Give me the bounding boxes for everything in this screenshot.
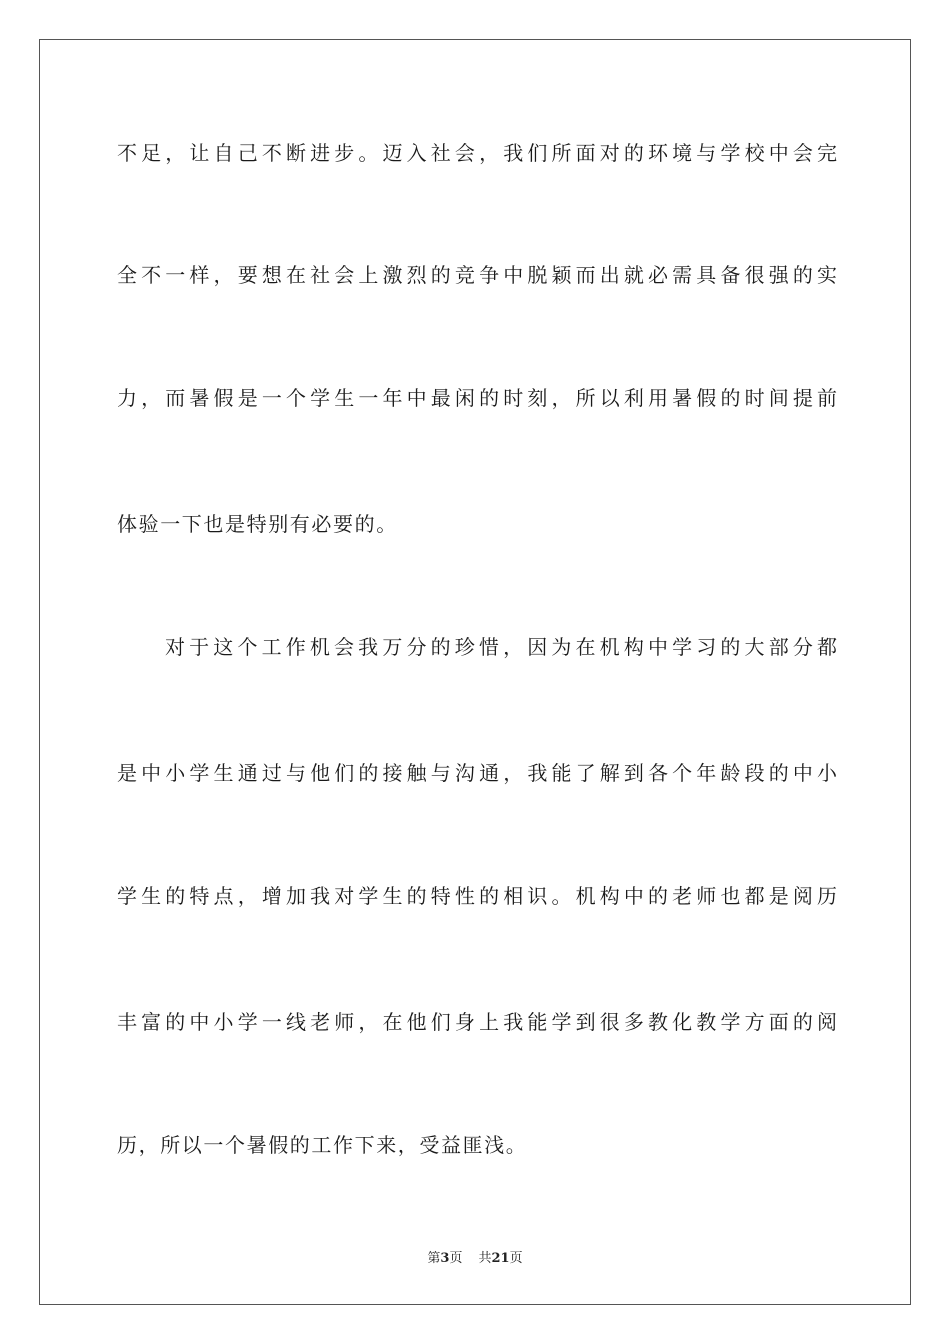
page-suffix: 页 <box>449 1251 463 1266</box>
page-frame <box>39 39 911 1305</box>
page-number: 3 <box>440 1251 450 1266</box>
body-text-line: 力，而暑假是一个学生一年中最闲的时刻，所以利用暑假的时间提前 <box>117 386 837 410</box>
body-text-line: 全不一样，要想在社会上激烈的竞争中脱颖而出就必需具备很强的实 <box>117 263 837 287</box>
body-text-line: 不足，让自己不断进步。迈入社会，我们所面对的环境与学校中会完 <box>117 141 837 165</box>
page-prefix: 第 <box>427 1251 441 1266</box>
body-text-line: 丰富的中小学一线老师，在他们身上我能学到很多教化教学方面的阅 <box>117 1010 837 1034</box>
body-text-line: 学生的特点，增加我对学生的特性的相识。机构中的老师也都是阅历 <box>117 884 837 908</box>
body-text-line-indented: 对于这个工作机会我万分的珍惜，因为在机构中学习的大部分都 <box>165 635 837 659</box>
page-footer <box>0 1247 950 1266</box>
body-text-line: 是中小学生通过与他们的接触与沟通，我能了解到各个年龄段的中小 <box>117 761 837 785</box>
total-prefix: 共 <box>478 1251 492 1266</box>
total-pages: 21 <box>491 1251 510 1266</box>
body-text-line: 体验一下也是特别有必要的。 <box>117 512 398 536</box>
total-suffix: 页 <box>509 1251 523 1266</box>
body-text-line: 历，所以一个暑假的工作下来，受益匪浅。 <box>117 1133 528 1157</box>
